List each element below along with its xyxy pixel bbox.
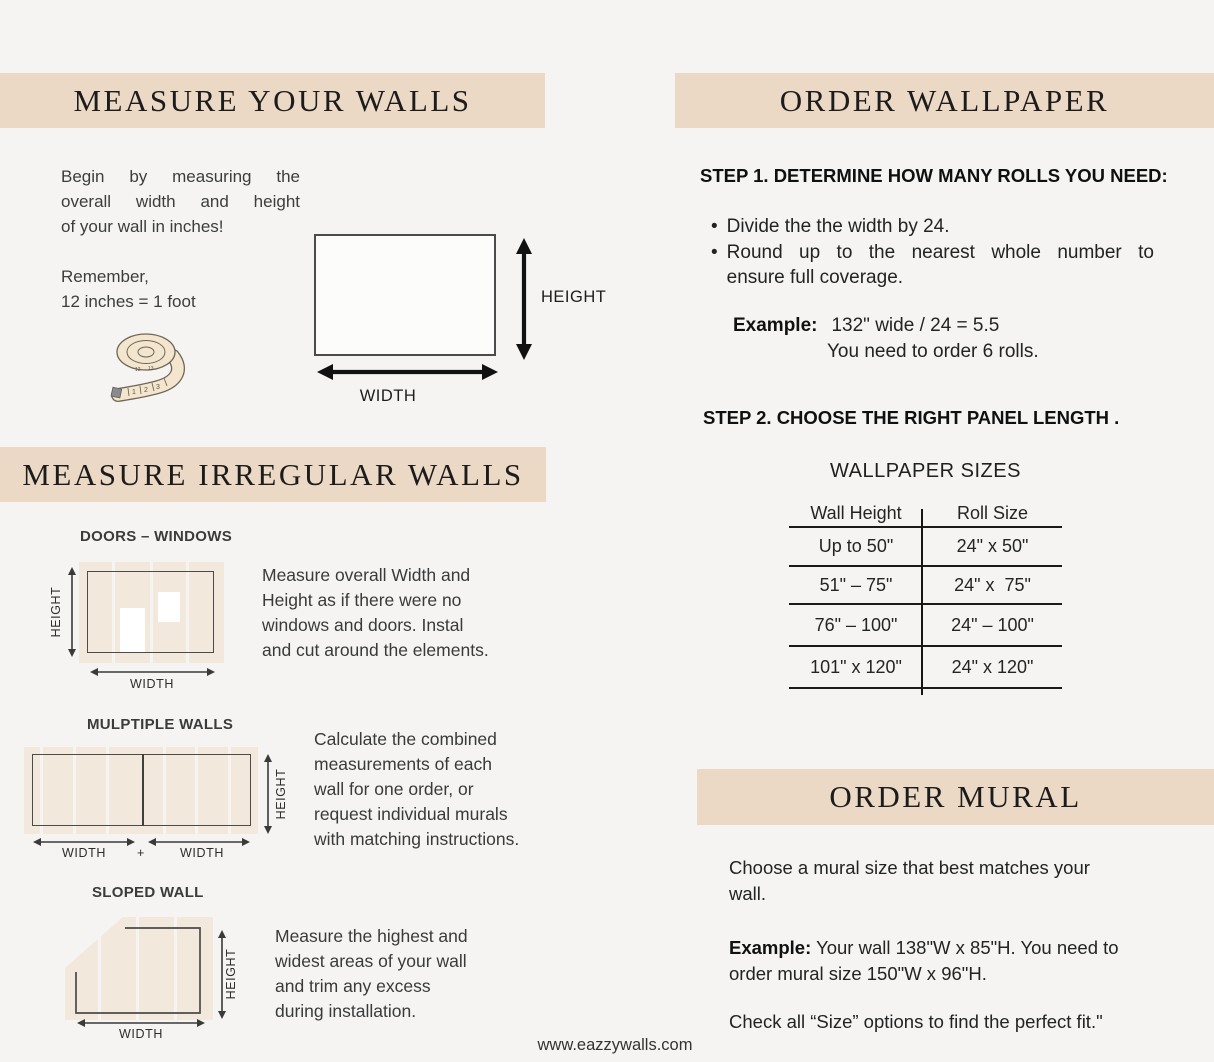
svg-text:1: 1 <box>132 389 136 396</box>
height-label: HEIGHT <box>274 768 288 820</box>
table-cell: 51" – 75" <box>819 574 893 595</box>
height-label: HEIGHT <box>541 288 607 306</box>
width-label: WIDTH <box>119 1027 163 1041</box>
example-label: Example: <box>733 315 818 336</box>
table-header-row <box>789 501 1062 528</box>
height-label: HEIGHT <box>224 948 238 1000</box>
table-cell: 24" x 120" <box>951 656 1034 677</box>
tape-measure-icon <box>106 326 201 404</box>
svg-text:13: 13 <box>148 366 154 372</box>
measure-walls-band <box>0 73 545 128</box>
order-wallpaper-title: ORDER WALLPAPER <box>779 82 1110 118</box>
example-line: order mural size 150"W x 96"H. <box>729 963 987 984</box>
plus-sign: + <box>137 846 145 860</box>
doors-windows-label: DOORS – WINDOWS <box>80 528 233 545</box>
example-calc: 132" wide / 24 = 5.5 <box>831 315 1000 336</box>
width-label: WIDTH <box>130 677 174 691</box>
height-label: HEIGHT <box>49 586 63 638</box>
text-line: wall for one order, or <box>314 779 474 799</box>
wall-divider <box>142 754 144 826</box>
table-cell: 24" x 75" <box>954 574 1031 595</box>
bullet-text: Divide the the width by 24. <box>726 216 950 237</box>
text-line: and trim any excess <box>275 976 431 996</box>
door-shape <box>120 608 145 652</box>
height-arrow <box>261 754 275 834</box>
sloped-wall-text <box>275 924 515 1024</box>
intro-line: of your wall in inches! <box>61 217 224 236</box>
doors-windows-text <box>262 563 532 663</box>
doors-windows-diagram <box>79 562 224 663</box>
table-row <box>789 528 1062 567</box>
text-line: widest areas of your wall <box>275 951 467 971</box>
example-text: Your wall 138"W x 85"H. You need to <box>816 937 1119 958</box>
height-arrow <box>65 567 79 657</box>
bullet-item <box>711 214 1154 240</box>
table-row <box>789 647 1062 689</box>
mural-note: Check all “Size” options to find the perfect fit." <box>729 1011 1103 1032</box>
text-line: Measure the highest and <box>275 926 468 946</box>
width-arrow <box>315 360 500 384</box>
multiple-walls-diagram <box>24 747 258 834</box>
bullet-dot: • <box>711 216 718 237</box>
table-cell: 24" x 50" <box>956 536 1029 556</box>
text-line: with matching instructions. <box>314 829 520 849</box>
height-arrow <box>512 236 536 362</box>
example-label: Example: <box>729 937 812 958</box>
text-line: measurements of each <box>314 754 493 774</box>
column-header: Roll Size <box>956 503 1029 523</box>
text-line: Calculate the combined <box>314 729 497 749</box>
intro-line: overall width and height <box>61 192 300 211</box>
window-shape <box>158 592 180 622</box>
measure-walls-title: MEASURE YOUR WALLS <box>73 82 472 118</box>
example-result: You need to order 6 rolls. <box>827 340 1039 362</box>
table-cell: 24" – 100" <box>951 614 1034 635</box>
column-header: Wall Height <box>810 503 902 523</box>
mural-intro-text <box>729 855 1169 907</box>
width-label: WIDTH <box>359 387 417 405</box>
table-column-divider <box>921 509 923 695</box>
wall-diagram <box>314 234 496 356</box>
text-line: Round up to the nearest whole number to <box>726 241 1154 263</box>
text-line: Measure overall Width and <box>262 565 471 585</box>
text-line: during installation. <box>275 1001 417 1021</box>
text-line: wall. <box>729 883 767 904</box>
table-cell: Up to 50" <box>818 536 894 556</box>
wallpaper-sizes-title: WALLPAPER SIZES <box>830 460 1021 482</box>
step1-example <box>733 313 1039 364</box>
svg-text:12: 12 <box>135 367 141 373</box>
multiple-walls-label: MULPTIPLE WALLS <box>87 716 234 733</box>
irregular-walls-band <box>0 447 546 502</box>
irregular-walls-title: MEASURE IRREGULAR WALLS <box>22 456 524 492</box>
text-line: Height as if there were no <box>262 590 462 610</box>
svg-text:2: 2 <box>144 387 148 394</box>
order-mural-title: ORDER MURAL <box>829 779 1082 814</box>
width-label: WIDTH <box>180 846 224 860</box>
intro-line: Begin by measuring the <box>61 167 300 186</box>
text-line: Choose a mural size that best matches your <box>729 857 1090 878</box>
bullet-text <box>727 240 1154 291</box>
text-line: windows and doors. Instal <box>262 615 464 635</box>
step2-heading: STEP 2. CHOOSE THE RIGHT PANEL LENGTH . <box>703 407 1120 428</box>
table-cell: 76" – 100" <box>814 614 898 635</box>
sloped-wall-label: SLOPED WALL <box>92 884 204 901</box>
sloped-wall-diagram <box>58 912 218 1024</box>
website-url: www.eazzywalls.com <box>537 1036 693 1054</box>
mural-example <box>729 935 1169 987</box>
remember-note <box>61 264 300 314</box>
multiple-walls-text <box>314 727 604 852</box>
table-cell: 101" x 120" <box>810 656 902 677</box>
text-line: request individual murals <box>314 804 508 824</box>
remember-line: Remember, <box>61 267 149 286</box>
remember-line: 12 inches = 1 foot <box>61 292 196 311</box>
step1-heading: STEP 1. DETERMINE HOW MANY ROLLS YOU NEED: <box>700 165 1168 186</box>
text-line: ensure full coverage. <box>726 267 904 288</box>
wallpaper-sizes-table <box>789 501 1062 689</box>
wall-outline <box>87 571 214 653</box>
bullet-item <box>711 240 1154 291</box>
intro-paragraph <box>61 164 300 239</box>
table-row <box>789 605 1062 647</box>
order-mural-band <box>697 769 1214 825</box>
example-line <box>733 313 1039 339</box>
svg-text:3: 3 <box>156 384 160 391</box>
order-wallpaper-band <box>675 73 1214 128</box>
text-line: and cut around the elements. <box>262 640 489 660</box>
table-row <box>789 567 1062 605</box>
bullet-dot: • <box>711 241 718 263</box>
example-line <box>729 935 1169 961</box>
width-label: WIDTH <box>62 846 106 860</box>
step1-bullets <box>711 214 1154 291</box>
